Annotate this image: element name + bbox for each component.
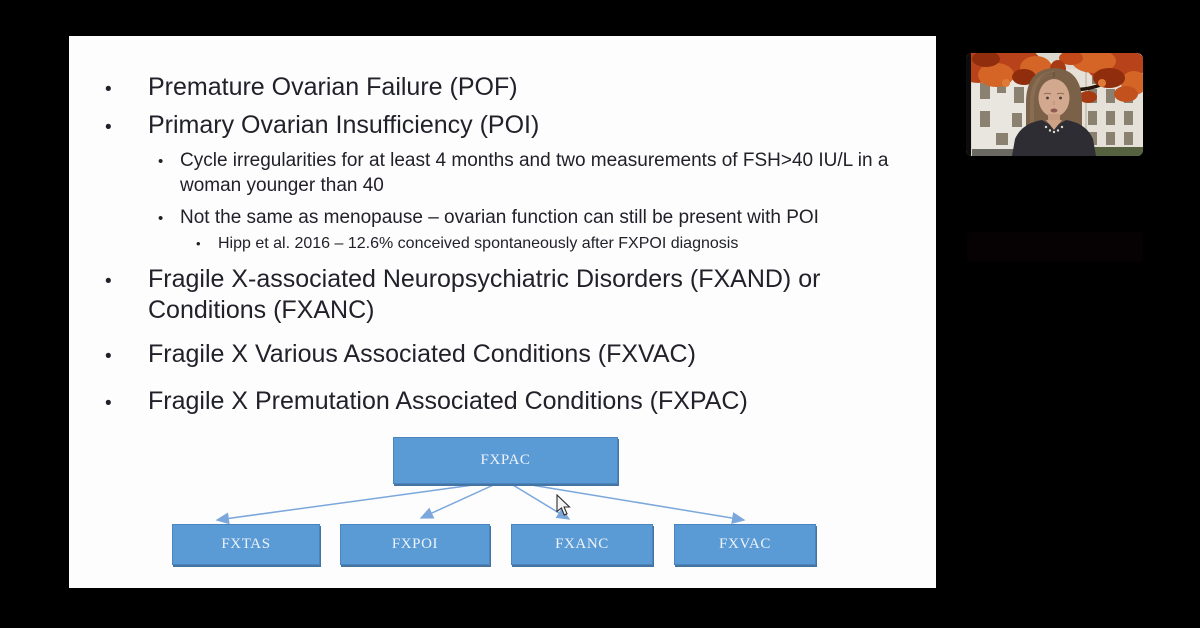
bullet-text: Not the same as menopause – ovarian function can still be present with POI [180, 207, 819, 228]
bullet-text: Fragile X-associated Neuropsychiatric Disorders (FXAND) or Conditions (FXANC) [148, 265, 821, 324]
bullet-icon [196, 234, 218, 254]
bullet-item [105, 72, 518, 105]
bullet-icon [105, 110, 148, 143]
participant-tile-dark[interactable] [967, 232, 1143, 262]
slide [69, 36, 936, 588]
bullet-item [105, 264, 938, 326]
diagram-box-fxpac: FXPAC [393, 437, 618, 484]
bullet-item [105, 386, 748, 419]
bullet-icon [158, 205, 180, 231]
bullet-text: Fragile X Various Associated Conditions (FXVAC) [148, 340, 696, 368]
diagram-box-fxanc: FXANC [511, 524, 653, 565]
diagram-box-fxtas: FXTAS [172, 524, 320, 565]
bullet-text: Hipp et al. 2016 – 12.6% conceived spontaneously after FXPOI diagnosis [218, 235, 739, 252]
bullet-item [158, 205, 819, 231]
bullet-icon [105, 339, 148, 372]
bullet-item [158, 148, 905, 198]
bullet-icon [105, 264, 148, 297]
bullet-icon [105, 72, 148, 105]
diagram-box-fxpoi: FXPOI [340, 524, 490, 565]
bullet-text: Fragile X Premutation Associated Conditions (FXPAC) [148, 387, 748, 415]
bullet-item [105, 110, 539, 143]
presenter-video-tile[interactable] [966, 53, 1143, 156]
bullet-icon [105, 386, 148, 419]
bullet-item [196, 234, 738, 254]
bullet-item [105, 339, 696, 372]
presenter-video-icon [966, 53, 1143, 156]
bullet-icon [158, 148, 180, 174]
mouse-cursor-icon [556, 494, 572, 517]
bullet-text: Premature Ovarian Failure (POF) [148, 73, 518, 101]
diagram-box-fxvac: FXVAC [674, 524, 816, 565]
bullet-text: Primary Ovarian Insufficiency (POI) [148, 111, 540, 139]
bullet-text: Cycle irregularities for at least 4 months and two measurements of FSH>40 IU/L in a woman younger than 40 [180, 150, 889, 196]
